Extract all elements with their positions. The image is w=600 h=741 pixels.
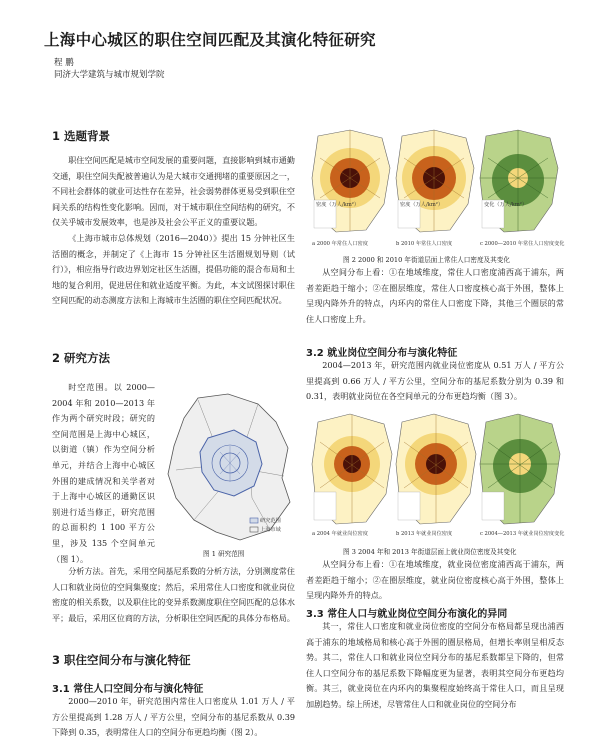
section-2-heading: 2 研究方法 [52, 351, 111, 365]
section-1-heading: 1 选题背景 [52, 129, 111, 143]
figure-3c-label: c 2004—2013 年就业岗位密度变化 [480, 531, 565, 537]
subsection-3-3-heading: 3.3 常住人口与就业岗位空间分布演化的异同 [306, 609, 508, 620]
section-3-heading: 3 职住空间分布与演化特征 [52, 653, 191, 667]
figure-2b-legend-title: 密度（万人/km²） [400, 202, 444, 208]
figure-3c-map [480, 414, 560, 524]
figure-1-caption: 图 1 研究范围 [203, 550, 245, 558]
figure-2c-label: c 2000—2010 年常住人口密度变化 [480, 241, 565, 247]
legend-municipal-swatch [250, 527, 258, 532]
section-2-paragraph-1: 时空范围。以 2000—2004 年和 2010—2013 年作为两个研究时段；研究的空间范围是上海中心城区，以街道（镇）作为空间分析单元，并结合上海中心城区外围的建成情况和关学者对于上海中心城区的通勤区识别进行适当修正，研究范围的总面积约 1 100 平方公里，涉及 135 个空间单元（图 1）。 [52, 382, 155, 564]
figure-2a-label: a 2000 年常住人口密度 [312, 241, 368, 247]
figure-2b-map [396, 130, 474, 232]
subsection-3-1-heading: 3.1 常住人口空间分布与演化特征 [52, 684, 204, 695]
subsection-3-1-paragraph-1: 2000—2010 年，研究范围内常住人口密度从 1.01 万人 / 平方公里提高到 1.28 万人 / 平方公里，空间分布的基尼系数从 0.39 下降到 0.35，表明常住人口的空间分布更趋均衡（图 2）。 [52, 696, 295, 738]
figure-2 [310, 128, 565, 248]
figure-3a-label: a 2004 年就业岗位密度 [312, 531, 368, 537]
figure-2b-label: b 2010 年常住人口密度 [396, 241, 453, 247]
figure-2c-map [480, 130, 558, 232]
figure-3b-map [396, 414, 476, 524]
subsection-3-1-body-continued [306, 265, 564, 338]
figure-3a-map [312, 414, 392, 524]
subsection-3-2-body [306, 358, 564, 405]
figure-2a-map [312, 130, 390, 232]
subsection-3-2-body-continued [306, 557, 564, 604]
figure-3 [310, 412, 565, 538]
figure-3b-label: b 2013 年就业岗位密度 [396, 531, 453, 537]
section-2-body-2 [52, 564, 295, 630]
subsection-3-1-body [52, 694, 295, 738]
figure-2c-legend-title: 变化（万人/km²） [484, 202, 528, 208]
figure-1-map [158, 390, 296, 545]
figure-3-caption: 图 3 2004 年和 2013 年街道层面上就业岗位密度及其变化 [343, 548, 517, 556]
section-2-paragraph-2: 分析方法。首先，采用空间基尼系数的分析方法，分别测度常住人口和就业岗位的空间集聚度；然后，采用常住人口密度和就业岗位密度的相关系数，以及职住比的变异系数测度职住空间匹配的总体水平；最后，采用区位商的方法，分析职住空间匹配的具体分布格局。 [52, 566, 295, 623]
subsection-3-1-paragraph-2: 从空间分布上看：①在地域维度，常住人口密度浦西高于浦东，两者差距趋于缩小；②在圈层维度，常住人口密度核心高于外围，整体上呈现内降外升的特点，内环内的常住人口密度下降，其他三个圈层的常住人口密度上升。 [306, 267, 564, 324]
section-1-paragraph-2: 《上海市城市总体规划（2016—2040）》提出 15 分钟社区生活圈的概念，并制定了《上海市 15 分钟社区生活圈规划导则（试行）》，相应指导行政边界划定社区生活圈，提倡功能的混合布局和土地的复合利用，促进居住和就业适度平衡。为此，本文试图探讨职住空间匹配的动态测度方法和上海城市生活圈的职住空间匹配状况。 [52, 232, 295, 306]
subsection-3-3-body [306, 619, 564, 727]
figure-2a-legend-title: 密度（万人/km²） [316, 202, 360, 208]
author-affiliation: 同济大学建筑与城市规划学院 [54, 70, 165, 80]
legend-study-swatch [250, 518, 258, 523]
subsection-3-2-heading: 3.2 就业岗位空间分布与演化特征 [306, 348, 458, 359]
subsection-3-3-paragraph-1: 其一，常住人口密度和就业岗位密度的空间分布格局都呈现出浦西高于浦东的地域格局和核心高于外围的圈层格局，但增长率则呈相反态势。其二，常住人口和就业岗位空间分布的基尼系数都呈下降的，但常住人口空间分布的基尼系数下降幅度更为显著，表明其空间分布更趋均衡。其三，就业岗位在内环内的集聚程度始终高于常住人口，而且呈现加剧趋势。综上所述，尽管常住人口和就业岗位的空间分布 [306, 621, 564, 709]
figure-2-caption: 图 2 2000 和 2010 年街道层面上常住人口密度及其变化 [343, 256, 510, 264]
section-1-body [52, 153, 295, 348]
legend-study-area: 研究范围 [260, 518, 281, 524]
subsection-3-2-paragraph-2: 从空间分布上看：①在地域维度，就业岗位密度浦西高于浦东，两者差距趋于缩小；②在圈层维度，就业岗位密度核心高于外围，整体上呈现内降外升的特点。 [306, 559, 564, 601]
paper-title: 上海中心城区的职住空间匹配及其演化特征研究 [44, 31, 376, 49]
author-name: 程 鹏 [54, 58, 74, 68]
subsection-3-2-paragraph-1: 2004—2013 年，研究范围内就业岗位密度从 0.51 万人 / 平方公里提高到 0.66 万人 / 平方公里，空间分布的基尼系数分别为 0.39 和 0.31，表明就业岗位在各空间单元的分布更趋均衡（图 3）。 [306, 360, 564, 402]
section-1-paragraph-1: 职住空间匹配是城市空间发展的重要问题，直接影响到城市通勤交通，职住空间失配被普遍认为是大城市交通拥堵的重要原因之一，不同社会群体的就业可达性存在差异，社会弱势群体更易受到职住空间关系的结构性变化影响。因而，对于城市职住空间结构的研究，不仅关乎城市发展效率，也是涉及社会公平正义的重要议题。 [52, 155, 295, 228]
legend-municipal: 上海市域 [260, 527, 281, 533]
